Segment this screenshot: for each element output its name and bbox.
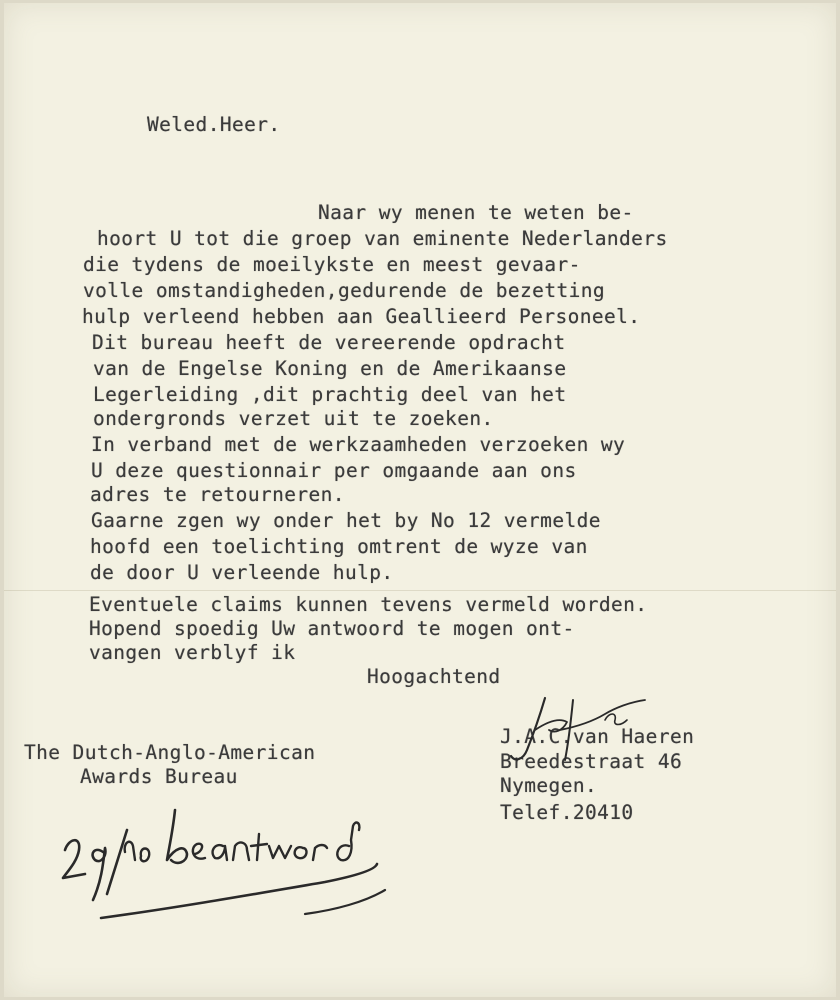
body-line: hoofd een toelichting omtrent de wyze van: [90, 535, 588, 558]
body-line: ondergronds verzet uit te zoeken.: [93, 407, 494, 430]
body-line: die tydens de moeilykste en meest gevaar-: [83, 253, 581, 276]
body-line: Eventuele claims kunnen tevens vermeld worden.: [89, 593, 648, 616]
sender-phone: Telef.20410: [500, 801, 634, 824]
body-line: adres te retourneren.: [90, 483, 345, 506]
signature: [505, 690, 675, 780]
body-line: U deze questionnair per omgaande aan ons: [91, 459, 577, 482]
sender-street: Breedestraat 46: [500, 750, 683, 773]
body-line: vangen verblyf ik: [89, 641, 296, 664]
body-line: Hopend spoedig Uw antwoord te mogen ont-: [89, 617, 575, 640]
body-line: de door U verleende hulp.: [90, 561, 394, 584]
body-line: Legerleiding ,dit prachtig deel van het: [93, 383, 567, 406]
body-line: Naar wy menen te weten be-: [318, 201, 634, 224]
body-line: hoort U tot die groep van eminente Nederlanders: [97, 227, 668, 250]
paper-fold: [4, 590, 836, 591]
sender-city: Nymegen.: [500, 774, 598, 797]
body-line: hulp verleend hebben aan Geallieerd Personeel.: [82, 305, 641, 328]
salutation: Weled.Heer.: [147, 113, 281, 136]
body-line: van de Engelse Koning en de Amerikaanse: [93, 357, 567, 380]
sender-name: J.A.C.van Haeren: [500, 725, 695, 748]
sender-org-line1: The Dutch-Anglo-American: [24, 741, 316, 764]
body-line: volle omstandigheden,gedurende de bezetting: [83, 279, 606, 302]
closing: Hoogachtend: [367, 665, 501, 688]
sender-org-line2: Awards Bureau: [80, 765, 238, 788]
handwritten-note: [55, 790, 405, 930]
body-line: Dit bureau heeft de vereerende opdracht: [92, 331, 566, 354]
body-line: In verband met de werkzaamheden verzoeken wy: [91, 433, 626, 456]
body-line: Gaarne zgen wy onder het by No 12 vermelde: [91, 509, 601, 532]
